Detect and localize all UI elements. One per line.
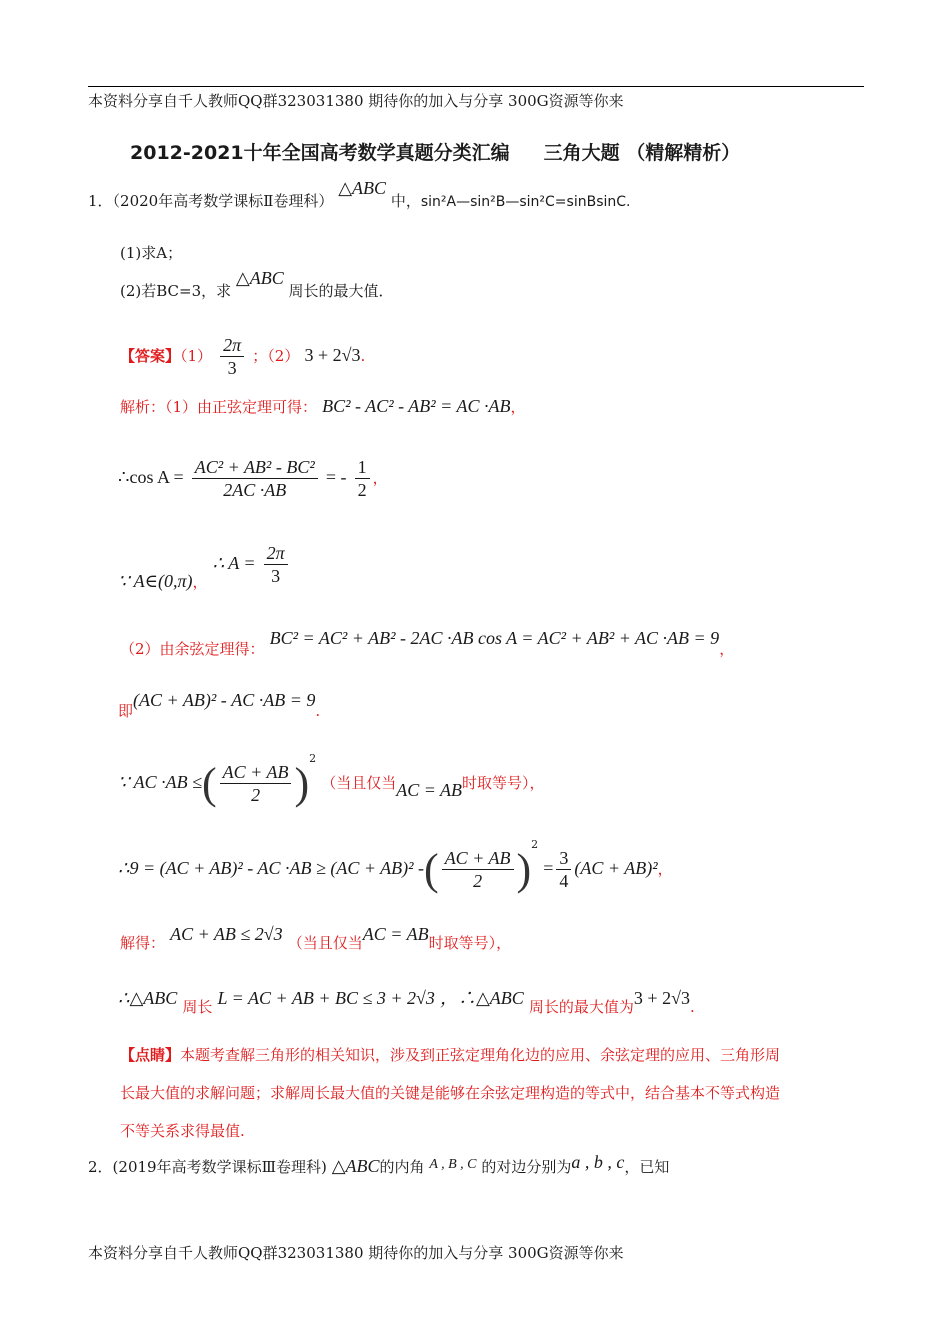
final-value: 3 + 2√3: [633, 988, 690, 1008]
cos-fraction: [192, 456, 318, 501]
ji-line: [118, 690, 321, 720]
comma: ，: [510, 398, 526, 416]
final-c: ，∴△ABC: [439, 988, 524, 1008]
question-mid: 中，: [390, 192, 421, 210]
cond-eq: AC = AB: [396, 780, 463, 800]
header-text: 本资料分享自千人教师QQ群323031380 期待你的加入与分享 300G资源等你来: [88, 92, 624, 110]
equation-1: BC² - AC² - AB² = AC ·AB: [322, 396, 511, 416]
solution-intro: 解析：（1）由正弦定理可得：: [120, 398, 318, 416]
document-title: [130, 138, 740, 165]
comma: ，: [192, 573, 208, 591]
comment-label: 【点睛】: [120, 1046, 181, 1064]
answer-fraction: [220, 334, 244, 379]
question-2: [88, 1152, 670, 1177]
final-line: [118, 984, 695, 1016]
cos-rhs: = -: [325, 467, 347, 487]
question-number: 2．: [88, 1158, 113, 1176]
three-quarters: [556, 847, 571, 892]
final-a: ∴△ABC: [118, 988, 178, 1008]
comma: ，: [657, 860, 673, 878]
question-1: [88, 178, 631, 211]
q2-text-c: ，已知: [624, 1158, 670, 1176]
part2-intro: （2）由余弦定理得：: [120, 640, 265, 658]
numerator: 1: [355, 456, 370, 479]
a-fraction: [264, 542, 288, 587]
ineq-fraction: [220, 761, 292, 806]
question-source: （2020年高考数学课标Ⅱ卷理科）: [112, 192, 334, 210]
eq4-rhs: (AC + AB)²: [574, 858, 658, 878]
denominator: 4: [559, 871, 569, 891]
final-d: 周长的最大值为: [528, 998, 634, 1016]
eq4-lhs: ∴9 = (AC + AB)² - AC ·AB ≥ (AC + AB)² -: [118, 858, 425, 878]
footer-text: 本资料分享自千人教师QQ群323031380 期待你的加入与分享 300G资源等你来: [88, 1244, 624, 1262]
numerator: AC + AB: [442, 847, 514, 870]
comment-line-1: [120, 1038, 780, 1072]
solve-cond-b: 时取等号），: [428, 934, 512, 952]
q2-text-b: 的对边分别为: [481, 1158, 572, 1176]
therefore-a: ∴ A =: [212, 553, 256, 573]
ineq-lhs: ∵ AC ·AB ≤: [118, 772, 202, 792]
final-b: 周长: [182, 998, 213, 1016]
ji-label: 即: [118, 702, 134, 720]
answer-part2: （2）: [267, 347, 300, 365]
cos-line: [118, 456, 388, 501]
solve-cond-eq: AC = AB: [362, 924, 429, 944]
eq4-fraction: [442, 847, 514, 892]
triangle-symbol: △ABC: [235, 268, 284, 288]
comment-line-3: 不等关系求得最值.: [120, 1122, 245, 1140]
question-number: 1．: [88, 192, 113, 210]
part-2: [120, 268, 394, 301]
equation-3: (AC + AB)² - AC ·AB = 9: [133, 690, 316, 710]
cos-lhs: ∴cos A =: [118, 467, 184, 487]
denominator: 3: [227, 358, 237, 378]
cosine-law-line: [120, 628, 735, 658]
final-end: .: [689, 998, 695, 1016]
header-rule: [88, 86, 864, 87]
solution-intro-line: [120, 396, 526, 417]
inequality-line: ∵ AC ·AB ≤( $\frac{AC + AB}{2}$ )$^2$ （当且仅当AC = AB时取等号），: [118, 752, 545, 808]
comment-line-2: 长最大值的求解问题；求解周长最大值的关键是能够在余弦定理构造的等式中，结合基本不等式构造: [120, 1084, 781, 1102]
numerator: AC² + AB² - BC²: [192, 456, 318, 479]
cond-a: （当且仅当: [321, 774, 397, 792]
solve-label: 解得：: [120, 934, 166, 952]
comma: ，: [372, 469, 388, 487]
sides: a , b , c: [571, 1152, 625, 1172]
question-condition: sin²A—sin²B—sin²C=sinBsinC.: [420, 194, 631, 210]
solve-eq: AC + AB ≤ 2√3: [170, 924, 283, 944]
numerator: 2π: [220, 334, 244, 357]
triangle-symbol: △ABC: [331, 1156, 380, 1176]
answer-line: [120, 334, 365, 379]
answer-end: .: [360, 347, 366, 365]
denominator: 2: [251, 785, 261, 805]
equation-2: BC² = AC² + AB² - 2AC ·AB cos A = AC² + AB² + AC ·AB = 9: [269, 628, 720, 648]
final-eq: L = AC + AB + BC ≤ 3 + 2√3: [217, 988, 435, 1008]
half-fraction: [355, 456, 370, 501]
solve-line: [120, 924, 512, 952]
numerator: AC + AB: [220, 761, 292, 784]
part-1: (1)求A；: [120, 244, 183, 262]
q2-text-a: 的内角: [379, 1158, 425, 1176]
numerator: 2π: [264, 542, 288, 565]
title-right: 三角大题 （精解精析）: [543, 142, 741, 164]
range-line: [118, 542, 291, 591]
solve-cond-a: （当且仅当: [287, 934, 363, 952]
answer-label: 【答案】: [120, 347, 181, 365]
triangle-symbol: △ABC: [338, 178, 387, 198]
part-2-b: 周长的最大值．: [288, 282, 394, 300]
comment-text-1: 本题考查解三角形的相关知识，涉及到正弦定理角化边的应用、余弦定理的应用、三角形周: [180, 1046, 781, 1064]
denominator: 3: [271, 566, 281, 586]
answer-value2: 3 + 2√3: [304, 345, 361, 365]
denominator: 2AC ·AB: [223, 480, 287, 500]
denominator: 2: [357, 480, 367, 500]
eq4-mid: =: [543, 858, 554, 878]
numerator: 3: [556, 847, 571, 870]
answer-part1: （1）: [180, 347, 213, 365]
because-range: ∵ A∈(0,π): [118, 571, 193, 591]
denominator: 2: [473, 871, 483, 891]
comma: ，: [719, 640, 735, 658]
title-left: 2012-2021十年全国高考数学真题分类汇编: [130, 142, 510, 164]
angles: A , B , C: [429, 1157, 477, 1172]
question-source: (2019年高考数学课标Ⅲ卷理科): [112, 1158, 327, 1176]
answer-sep: ；: [252, 347, 268, 365]
cond-b: 时取等号），: [462, 774, 545, 792]
dot: .: [315, 702, 321, 720]
inequality-chain-line: ∴9 = (AC + AB)² - AC ·AB ≥ (AC + AB)² -( $\frac{AC + AB}{2}$ )$^2$ = $\frac{3}{4}$ (AC + AB)²，: [118, 838, 673, 894]
part-2-a: (2)若BC=3，求: [120, 282, 232, 300]
